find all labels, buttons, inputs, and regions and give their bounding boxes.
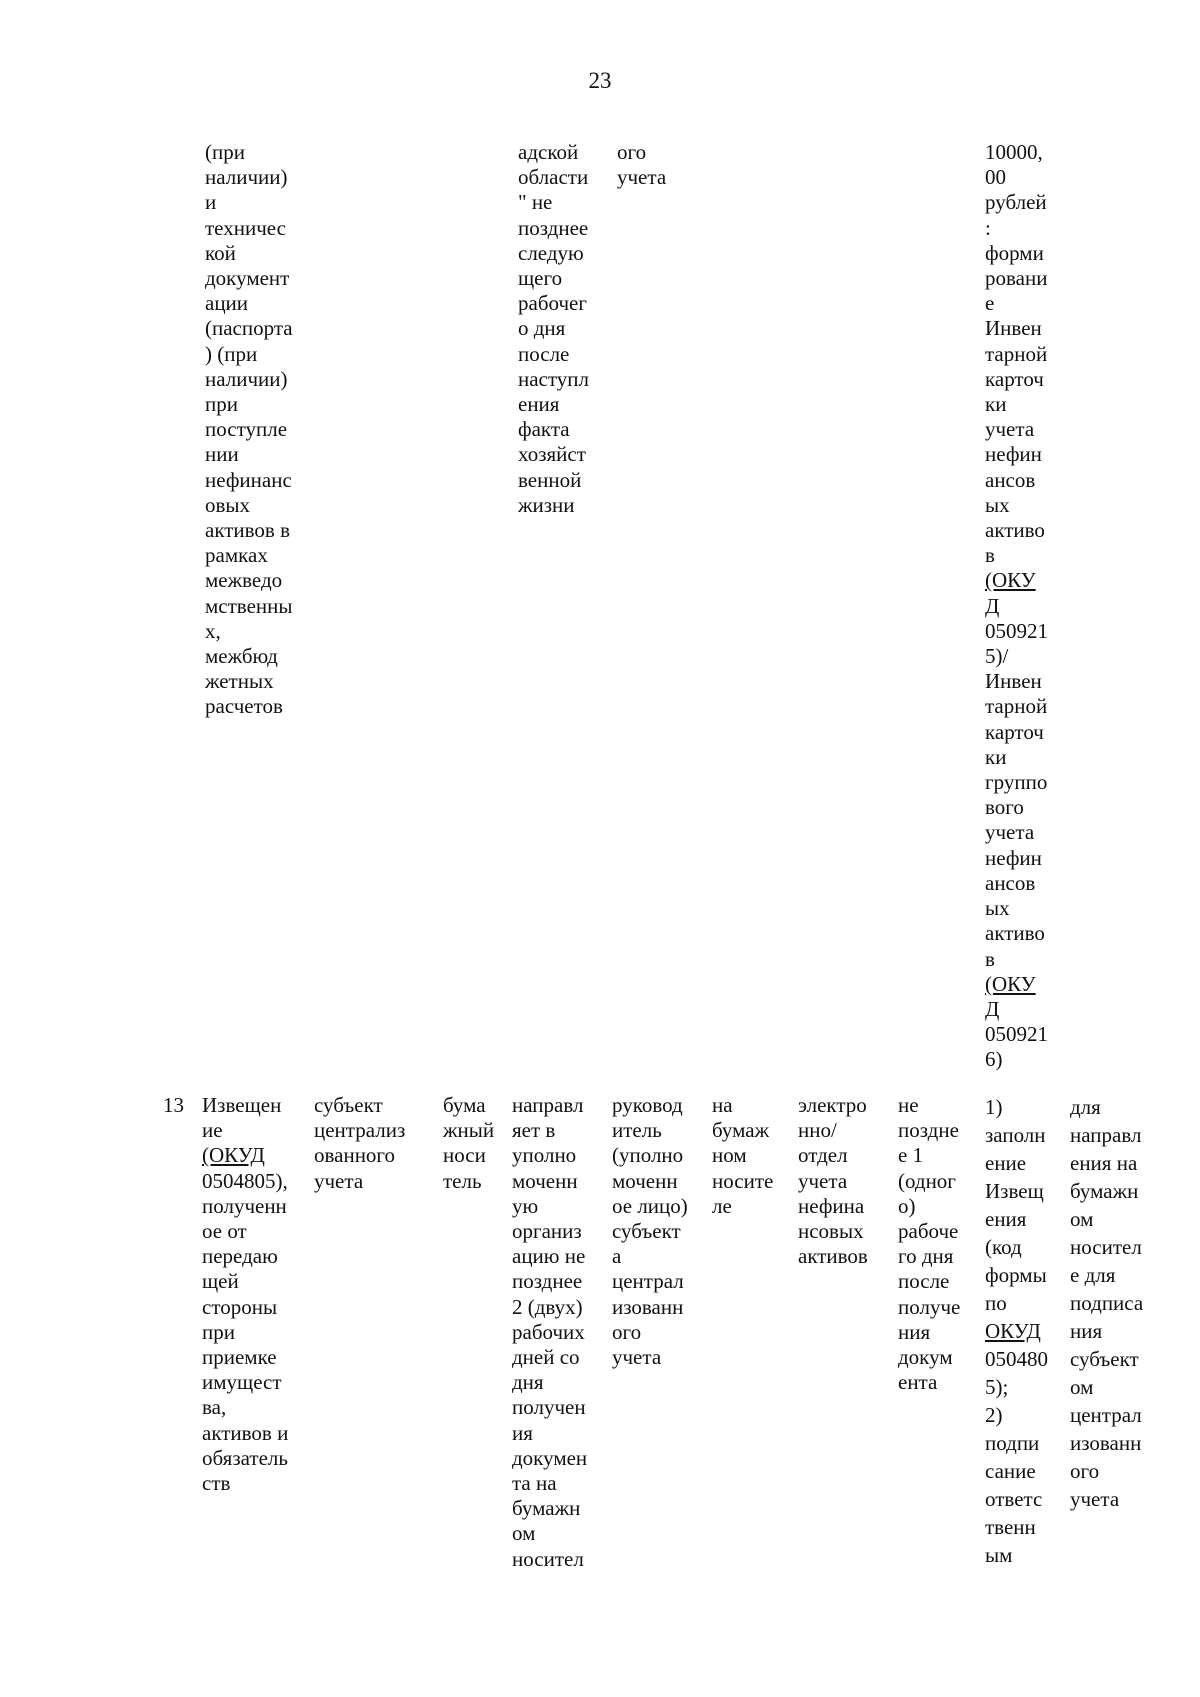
- row12-responsible-person: ого учета: [617, 140, 667, 190]
- row12-submission-deadline: адской области " не позднее следую щего рабочег о дня после наступл ения факта хозяйст венной жизни: [518, 140, 589, 517]
- row13-recipient: электро нно/ отдел учета нефина нсовых активов: [798, 1093, 868, 1269]
- row13-doc-text-b: 0504805), полученн ое от передаю щей стороны при приемке имущест ва, активов и обязатель ств: [202, 1168, 289, 1496]
- row12-steps-text-c: 050921 6): [985, 1022, 1048, 1072]
- row12-steps-text-b: 050921 5)/ Инвен тарной карточ ки группо вого учета нефин ансов ых активо в: [985, 618, 1048, 971]
- row13-steps-text-b: 050480 5); 2) подпи сание ответс твенн ым: [985, 1347, 1048, 1567]
- row13-document-description: [202, 1093, 288, 1496]
- row12-okud-link-1: (ОКУ Д: [985, 568, 1036, 618]
- row13-okud-link-2: ОКУД: [985, 1319, 1041, 1343]
- row13-processing-deadline: не поздне е 1 (одног о) рабоче го дня после получе ния докум ента: [898, 1093, 961, 1395]
- row12-okud-link-2: (ОКУ Д: [985, 971, 1036, 1021]
- row13-okud-link: (ОКУД: [202, 1143, 265, 1168]
- row13-processing-steps: [985, 1093, 1048, 1569]
- row13-compiler: субъект централиз ованного учета: [314, 1093, 406, 1193]
- page-number: 23: [588, 68, 612, 93]
- row12-document-description: (при наличии) и техничес кой документ ации (паспорта ) (при наличии) при поступле нии нефинанс овых активов в рамках межведо мственны х, межбюд жетных расчетов: [205, 140, 293, 719]
- row13-responsible-person: руковод итель (уполно моченн ое лицо) субъект а централ изованн ого учета: [612, 1093, 688, 1370]
- row12-steps-text-a: 10000, 00 рублей : форми ровани е Инвен тарной карточ ки учета нефин ансов ых активо в: [985, 140, 1048, 568]
- row12-processing-steps: [985, 140, 1048, 1073]
- row13-doc-text-a: Извещен ие: [202, 1093, 282, 1143]
- row13-submission-deadline: направл яет в уполно моченн ую организ ацию не позднее 2 (двух) рабочих дней со дня получен ия докумен та на бумажн ом носител: [512, 1093, 588, 1571]
- row13-steps-text-a: 1) заполн ение Извещ ения (код формы по: [985, 1095, 1047, 1315]
- row13-number: 13: [163, 1093, 184, 1117]
- row13-purpose: для направл ения на бумажн ом носител е для подписа ния субъект ом централ изованн ого учета: [1070, 1095, 1144, 1511]
- row13-medium: бума жный носи тель: [443, 1093, 495, 1193]
- row13-signature-medium: на бумаж ном носите ле: [712, 1093, 774, 1218]
